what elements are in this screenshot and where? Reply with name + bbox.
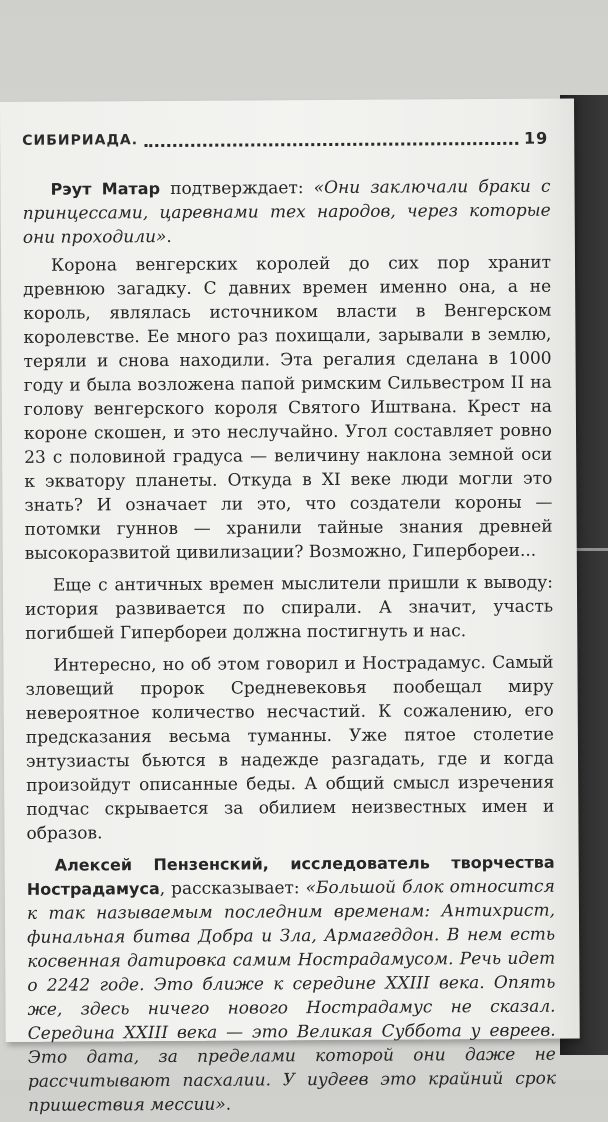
paragraph-3: Еще с античных времен мыслители пришли к выводу: история развивается по спирали. А значит, участь погибшей Гипербореи должна постигнуть и нас. [25, 572, 554, 644]
lead-text: , рассказывает: [159, 878, 306, 900]
page-number: 19 [523, 128, 549, 148]
dot-leader [144, 131, 518, 146]
speaker-name: Алексей Пензенский, исследователь творчества Нострадамуса [26, 852, 555, 899]
paragraph-5 [27, 851, 557, 1118]
quote-text: «Большой блок относится к так называемым последним временам: Антихрист, финальная битва Добра и Зла, Армагеддон. В нем есть косвенная датировка самим Нострадамусом. Речь идет о 2242 годе. Это ближе к середине XXIII века. Опять же, здесь ничего нового Нострадамус не сказал. Середина XXIII века — это Великая Суббота у евреев. Это дата, за пределами которой они даже не рассчитывают пасхалии. У иудеев это крайний срок пришествия мессии» [26, 876, 557, 1116]
running-header [22, 127, 548, 152]
paragraph-2: Корона венгерских королей до сих пор хранит древнюю загадку. С давних времен именно она, а не король, являлась источником власти в Венгерском королевстве. Ее много раз похищали, зарывали в землю, теряли и снова находили. Эта регалия сделана в 1000 году и была возложена папой римским Сильвестром II на голову венгерского короля Святого Иштвана. Крест на короне скошен, и это неслучайно. Угол составляет ровно 23 с половиной градуса — величину наклона земной оси к экватору планеты. Откуда в XI веке люди могли это знать? И означает ли это, что создатели короны — потомки гуннов — хранили тайные знания древней высокоразвитой цивилизации? Возможно, Гипербореи... [23, 252, 553, 564]
tail-text: . [225, 1094, 232, 1115]
quote-text: «Они заключали браки с принцессами, царевнами тех народов, через которые они проходили» [22, 176, 551, 248]
paragraph-1 [22, 175, 550, 250]
speaker-name: Рэут Матар [50, 179, 161, 199]
body-text [22, 175, 556, 1122]
tail-text: . [166, 226, 172, 247]
book-page [0, 98, 580, 1116]
lead-text: подтверждает: [159, 178, 314, 200]
paragraph-4: Интересно, но об этом говорил и Нострадамус. Самый зловещий пророк Средневековья пообещал миру невероятное количество несчастий. К сожалению, его предсказания весьма туманны. Уже пятое столетие энтузиасты бьются в надежде разгадать, где и когда произойдут описанные беды. А общий смысл изречения подчас скрывается за обилием неизвестных имен и образов. [25, 652, 555, 844]
running-title: СИБИРИАДА. [22, 132, 139, 149]
